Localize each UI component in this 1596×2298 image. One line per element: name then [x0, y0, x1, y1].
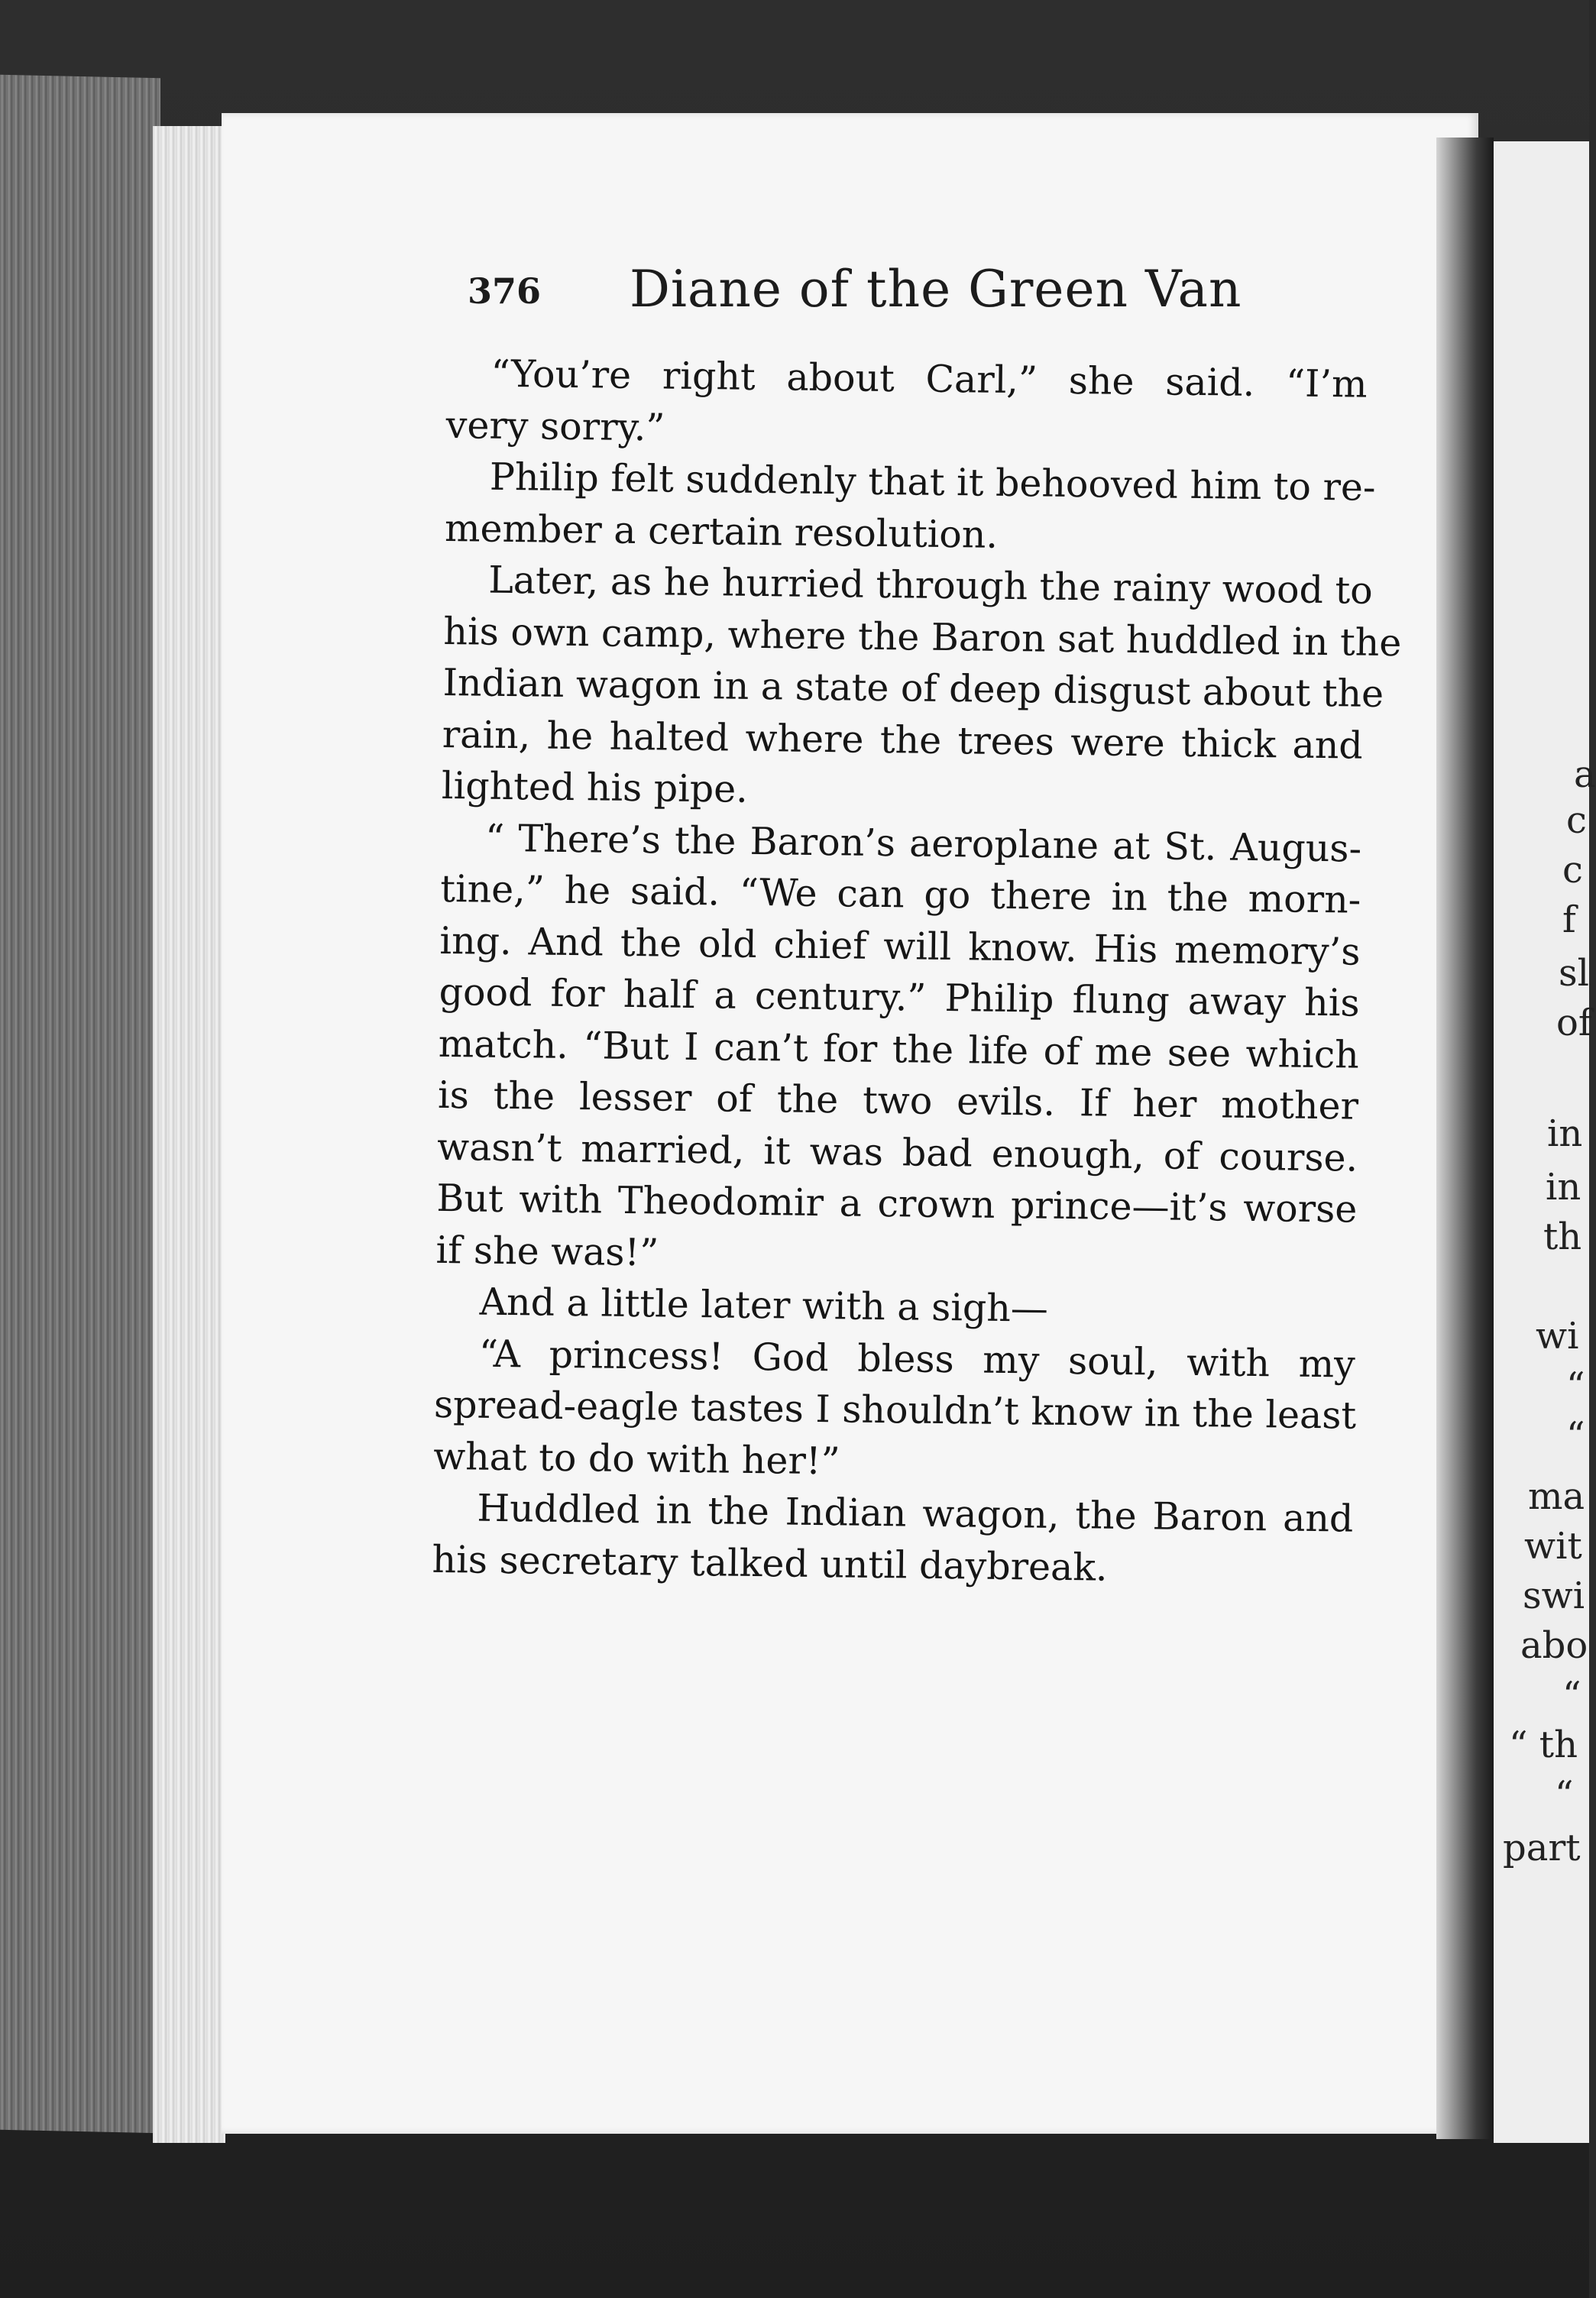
right-page-fragment: th	[1543, 1215, 1582, 1258]
book-gutter	[1436, 138, 1494, 2139]
right-page-fragment: in	[1547, 1112, 1583, 1155]
right-page-fragment: sl	[1559, 952, 1589, 995]
right-page-fragment: “	[1555, 1773, 1574, 1816]
right-page-fragment: c	[1566, 799, 1587, 842]
text-line: very sorry.”	[445, 403, 665, 449]
right-page-fragment: wit	[1524, 1525, 1582, 1568]
right-page-fragment: a	[1574, 753, 1596, 796]
text-line: “ There’s the Baron’s aeroplane at St. Augus-	[484, 816, 1362, 871]
body-text	[432, 348, 1402, 1597]
text-line: ing. And the old chief will know. His memory’s	[439, 918, 1361, 974]
text-line: lighted his pipe.	[441, 763, 749, 811]
text-line: Huddled in the Indian wagon, the Baron and	[477, 1486, 1354, 1541]
right-page-fragment: abo	[1520, 1624, 1588, 1667]
text-line: Later, as he hurried through the rainy wood to	[487, 558, 1374, 613]
right-page-fragment: swi	[1523, 1575, 1585, 1617]
right-page-fragment: c	[1562, 849, 1583, 892]
right-page-fragment: ma	[1528, 1475, 1585, 1518]
right-page-fragment: in	[1546, 1166, 1581, 1209]
right-page-fragment: part	[1503, 1827, 1581, 1869]
text-line: tine,” he said. “We can go there in the morn-	[439, 866, 1361, 922]
text-line: Philip felt suddenly that it behooved him to re-	[489, 455, 1376, 510]
text-line: spread-eagle tastes I shouldn’t know in the least	[433, 1382, 1357, 1438]
right-page-fragment: “	[1566, 1414, 1585, 1457]
text-line: if she was!”	[435, 1228, 659, 1274]
running-title: Diane of the Green Van	[630, 260, 1242, 319]
text-line: member a certain resolution.	[444, 506, 999, 557]
text-line: his own camp, where the Baron sat huddled in the	[443, 609, 1402, 665]
right-page-fragment: of	[1556, 1002, 1592, 1044]
right-page-fragment: “	[1562, 1674, 1581, 1717]
text-line: “You’re right about Carl,” she said. “I’m	[490, 351, 1368, 406]
text-line: his secretary talked until daybreak.	[432, 1537, 1108, 1590]
book-page-edges-light	[153, 126, 225, 2143]
right-page-fragment: f	[1562, 898, 1576, 941]
right-page-fragment: wi	[1536, 1315, 1579, 1358]
text-line: what to do with her!”	[432, 1434, 840, 1483]
text-line: “A princess! God bless my soul, with my	[478, 1332, 1356, 1387]
right-page-fragment: “	[1566, 1364, 1585, 1407]
text-line: And a little later with a sigh—	[479, 1280, 1049, 1331]
text-line: Indian wagon in a state of deep disgust about the	[442, 660, 1384, 717]
text-line: wasn’t married, it was bad enough, of course.	[436, 1125, 1358, 1180]
right-page-fragment: “ th	[1509, 1724, 1578, 1766]
text-line: match. “But I can’t for the life of me see which	[438, 1021, 1360, 1077]
running-head	[468, 260, 1461, 329]
text-line: good for half a century.” Philip flung away his	[439, 969, 1360, 1025]
page-number: 376	[468, 270, 542, 312]
text-line: rain, he halted where the trees were thick and	[442, 712, 1364, 768]
text-line: is the lesser of the two evils. If her mother	[437, 1073, 1359, 1128]
right-page-text-fragments	[1501, 0, 1596, 2298]
text-line: But with Theodomir a crown prince—it’s worse	[436, 1176, 1358, 1232]
book-page-edges	[0, 75, 160, 2133]
